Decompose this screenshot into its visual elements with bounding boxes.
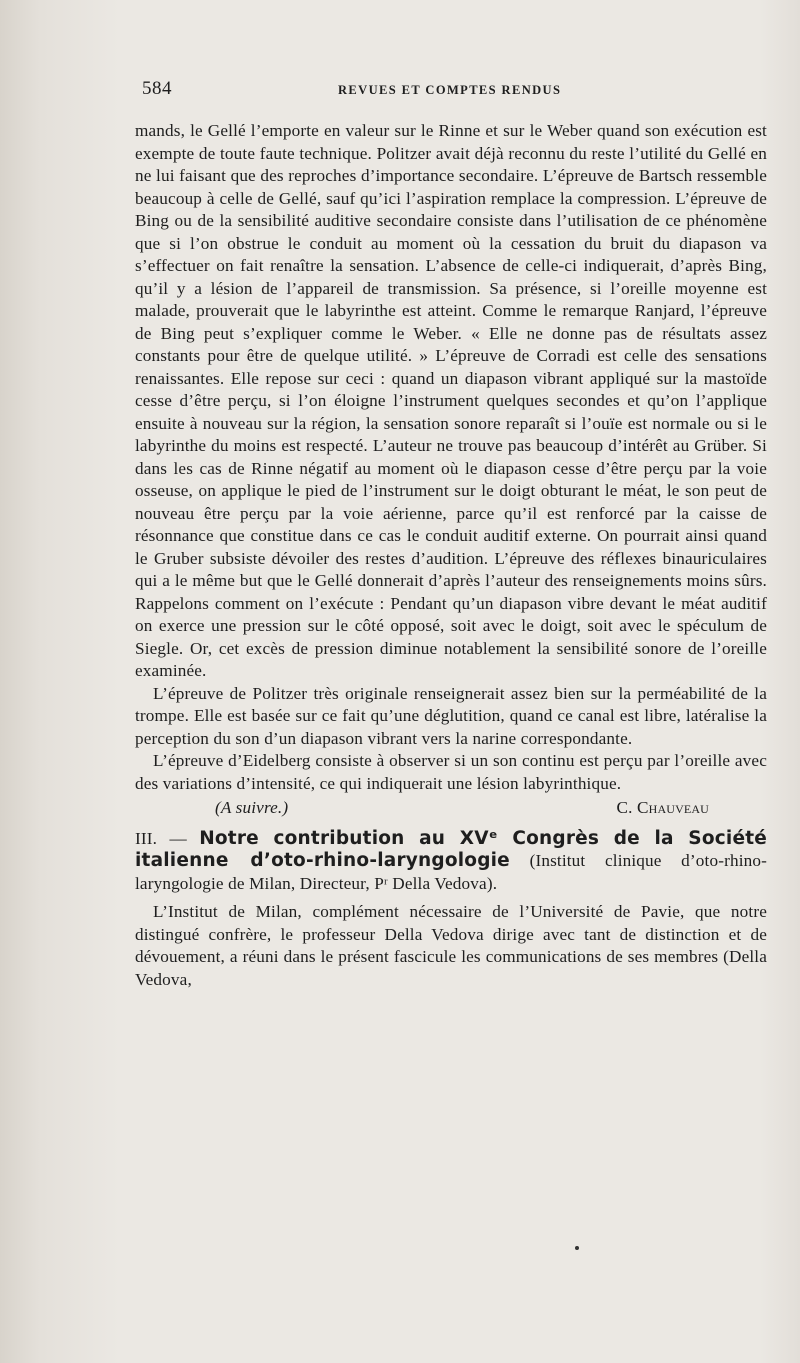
running-head: REVUES ET COMPTES RENDUS	[338, 83, 562, 97]
author-signature: C. Chauveau	[616, 798, 709, 817]
section-heading	[135, 828, 767, 896]
signature-line	[135, 797, 767, 820]
page-header	[142, 78, 767, 104]
paragraph-1: mands, le Gellé l’emporte en valeur sur le Rinne et sur le Weber quand son exécution est exempte de toute faute technique. Politzer avait déjà reconnu du reste l’utilité du Gellé en ne lui faisant que des reproches d’importance secondaire. L’épreuve de Bartsch ressemble beaucoup à celle de Gellé, sauf qu’ici l’aspiration remplace la compression. L’épreuve de Bing ou de la sensibilité auditive secondaire consiste dans l’utilisation de ce phénomène que si l’on obstrue le conduit au moment où la cessation du bruit du diapason va s’effectuer on fait renaître la sensation. L’absence de celle-ci indiquerait, d’après Bing, qu’il y a lésion de l’appareil de transmission. Sa présence, si l’oreille moyenne est malade, prouverait que le labyrinthe est atteint. Comme le remarque Ranjard, l’épreuve de Bing peut s’expliquer comme le Weber. « Elle ne donne pas de résultats assez constants pour être de quelque utilité. » L’épreuve de Corradi est celle des sensations renaissantes. Elle repose sur ceci : quand un diapason vibrant appliqué sur la mastoïde cesse d’être perçu, si l’on éloigne l’instrument quelques secondes et qu’on l’applique ensuite à nouveau sur la région, la sensation sonore reparaît si l’ouïe est normale ou si le labyrinthe du moins est respecté. L’auteur ne trouve pas beaucoup d’intérêt au Grüber. Si dans les cas de Rinne négatif au moment où le diapason cesse d’être perçu par la voie osseuse, on applique le pied de l’instrument sur le doigt obturant le méat, le son peut de nouveau être perçu par la voie aérienne, parce qu’il est renforcé par la caisse de résonnance que constitue dans ce cas le conduit auditif externe. On pourrait ainsi quand le Gruber subsiste dévoiler des restes d’audition. L’épreuve des réflexes binauriculaires qui a le même but que le Gellé donnerait d’après l’auteur des renseignements moins sûrs. Rappelons comment on l’exécute : Pendant qu’un diapason vibre devant le méat auditif on exerce une pression sur le côté opposé, soit avec le doigt, soit avec le spéculum de Siegle. Or, cet excès de pression diminue notablement la sensibilité sonore de l’oreille examinée.	[135, 121, 767, 680]
paragraph-2: L’épreuve de Politzer très originale renseignerait assez bien sur la perméabilité de la trompe. Elle est basée sur ce fait qu’une déglutition, quand ce canal est libre, latéralise la perception du son d’un diapason vibrant vers la narine correspondante.	[135, 683, 767, 748]
section-title: Notre contribution au XVᵉ Congrès de la Société italienne d’oto-rhino-laryngologie	[135, 827, 767, 871]
ink-speck	[575, 1246, 579, 1250]
continuation-note: (A suivre.)	[215, 798, 289, 817]
page-number: 584	[142, 78, 172, 99]
section-number: III. —	[135, 828, 187, 848]
body-text	[135, 120, 767, 991]
section-subtitle: (Institut clinique d’oto-rhino-laryngologie de Milan, Directeur, Pʳ Della Vedova).	[135, 851, 767, 893]
paragraph-4: L’Institut de Milan, complément nécessaire de l’Université de Pavie, que notre distingué confrère, le professeur Della Vedova dirige avec tant de distinction et de dévouement, a réuni dans le présent fascicule les communications de ses membres (Della Vedova,	[135, 902, 767, 989]
paragraph-3: L’épreuve d’Eidelberg consiste à observer si un son continu est perçu par l’oreille avec des variations d’intensité, ce qui indiquerait une lésion labyrinthique.	[135, 751, 767, 793]
